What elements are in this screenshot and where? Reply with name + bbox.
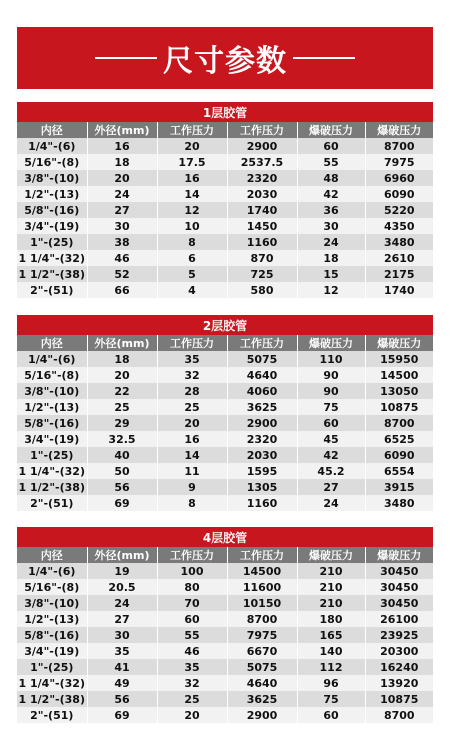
table-cell: 8 (157, 234, 227, 250)
table-cell: 70 (157, 595, 227, 611)
table-row (17, 234, 433, 250)
table-cell: 3/8"-(10) (17, 170, 87, 186)
table-cell: 36 (297, 202, 365, 218)
table-cell: 1"-(25) (17, 234, 87, 250)
table-row (17, 643, 433, 659)
table-cell: 6090 (365, 447, 433, 463)
table-cell: 80 (157, 579, 227, 595)
table-cell: 15950 (365, 351, 433, 367)
table-cell: 210 (297, 595, 365, 611)
table-row (17, 351, 433, 367)
spec-table (17, 547, 433, 723)
table-cell: 3625 (227, 691, 297, 707)
table-cell: 112 (297, 659, 365, 675)
table-cell: 20 (157, 415, 227, 431)
table-row (17, 707, 433, 723)
table-cell: 11600 (227, 579, 297, 595)
table-row (17, 627, 433, 643)
title-banner (17, 27, 433, 89)
table-cell: 3/8"-(10) (17, 595, 87, 611)
table-row (17, 186, 433, 202)
table-cell: 2320 (227, 431, 297, 447)
table-cell: 3915 (365, 479, 433, 495)
table-row (17, 266, 433, 282)
table-header-row (17, 547, 433, 563)
table-cell: 66 (87, 282, 157, 298)
table-cell: 20 (157, 138, 227, 154)
table-cell: 30450 (365, 579, 433, 595)
table-cell: 55 (157, 627, 227, 643)
table-cell: 4 (157, 282, 227, 298)
table-cell: 5/16"-(8) (17, 154, 87, 170)
table-cell: 38 (87, 234, 157, 250)
section-title: 2层胶管 (17, 315, 433, 335)
table-cell: 60 (297, 138, 365, 154)
table-cell: 14 (157, 186, 227, 202)
table-cell: 6525 (365, 431, 433, 447)
table-cell: 6090 (365, 186, 433, 202)
table-cell: 12 (297, 282, 365, 298)
table-cell: 5 (157, 266, 227, 282)
column-header: 工作压力 (227, 122, 297, 138)
table-row (17, 611, 433, 627)
table-cell: 3/4"-(19) (17, 431, 87, 447)
table-cell: 28 (157, 383, 227, 399)
table-cell: 140 (297, 643, 365, 659)
table-cell: 1/2"-(13) (17, 399, 87, 415)
spec-table (17, 335, 433, 511)
table-cell: 6670 (227, 643, 297, 659)
table-cell: 8 (157, 495, 227, 511)
column-header: 工作压力 (227, 547, 297, 563)
table-cell: 580 (227, 282, 297, 298)
table-cell: 2320 (227, 170, 297, 186)
column-header: 外径(mm) (87, 122, 157, 138)
table-row (17, 463, 433, 479)
page-title: 尺寸参数 (163, 44, 287, 79)
table-header-row (17, 122, 433, 138)
table-cell: 1"-(25) (17, 659, 87, 675)
table-cell: 40 (87, 447, 157, 463)
table-cell: 1305 (227, 479, 297, 495)
table-cell: 13050 (365, 383, 433, 399)
table-cell: 1/4"-(6) (17, 138, 87, 154)
table-cell: 2"-(51) (17, 707, 87, 723)
table-cell: 90 (297, 383, 365, 399)
table-cell: 1/2"-(13) (17, 186, 87, 202)
table-cell: 1450 (227, 218, 297, 234)
table-cell: 17.5 (157, 154, 227, 170)
column-header: 工作压力 (157, 122, 227, 138)
table-cell: 2900 (227, 707, 297, 723)
table-cell: 69 (87, 707, 157, 723)
table-cell: 14 (157, 447, 227, 463)
table-cell: 30 (87, 218, 157, 234)
table-cell: 110 (297, 351, 365, 367)
table-cell: 35 (157, 351, 227, 367)
table-cell: 96 (297, 675, 365, 691)
table-cell: 46 (157, 643, 227, 659)
table-cell: 60 (297, 415, 365, 431)
table-cell: 42 (297, 447, 365, 463)
table-cell: 32.5 (87, 431, 157, 447)
table-cell: 165 (297, 627, 365, 643)
table-cell: 14500 (365, 367, 433, 383)
table-cell: 2175 (365, 266, 433, 282)
column-header: 爆破压力 (297, 547, 365, 563)
table-cell: 2030 (227, 186, 297, 202)
table-cell: 6554 (365, 463, 433, 479)
table-cell: 30450 (365, 595, 433, 611)
column-header: 外径(mm) (87, 335, 157, 351)
table-cell: 10875 (365, 399, 433, 415)
table-cell: 14500 (227, 563, 297, 579)
table-cell: 16 (87, 138, 157, 154)
table-cell: 100 (157, 563, 227, 579)
column-header: 内径 (17, 547, 87, 563)
table-cell: 3625 (227, 399, 297, 415)
column-header: 工作压力 (227, 335, 297, 351)
table-cell: 2900 (227, 138, 297, 154)
table-cell: 5220 (365, 202, 433, 218)
table-row (17, 579, 433, 595)
table-cell: 9 (157, 479, 227, 495)
table-cell: 2900 (227, 415, 297, 431)
table-cell: 8700 (365, 415, 433, 431)
table-cell: 5075 (227, 659, 297, 675)
table-cell: 16 (157, 170, 227, 186)
section-2-layer (17, 315, 433, 511)
table-row (17, 282, 433, 298)
table-row (17, 415, 433, 431)
table-cell: 3/4"-(19) (17, 643, 87, 659)
table-cell: 210 (297, 579, 365, 595)
table-cell: 18 (87, 154, 157, 170)
table-cell: 2030 (227, 447, 297, 463)
section-1-layer (17, 102, 433, 298)
table-cell: 13920 (365, 675, 433, 691)
banner-right-line (293, 57, 355, 59)
table-cell: 3/4"-(19) (17, 218, 87, 234)
table-cell: 1/4"-(6) (17, 563, 87, 579)
column-header: 内径 (17, 335, 87, 351)
table-cell: 3/8"-(10) (17, 383, 87, 399)
table-cell: 24 (87, 595, 157, 611)
table-row (17, 138, 433, 154)
table-cell: 6960 (365, 170, 433, 186)
table-cell: 1160 (227, 234, 297, 250)
table-cell: 6 (157, 250, 227, 266)
table-cell: 2537.5 (227, 154, 297, 170)
table-cell: 3480 (365, 234, 433, 250)
table-cell: 7975 (365, 154, 433, 170)
table-cell: 45.2 (297, 463, 365, 479)
table-cell: 27 (297, 479, 365, 495)
table-row (17, 218, 433, 234)
table-cell: 1740 (365, 282, 433, 298)
section-title: 4层胶管 (17, 527, 433, 547)
table-row (17, 399, 433, 415)
table-cell: 870 (227, 250, 297, 266)
table-cell: 4350 (365, 218, 433, 234)
table-cell: 29 (87, 415, 157, 431)
table-cell: 1 1/2"-(38) (17, 479, 87, 495)
table-cell: 45 (297, 431, 365, 447)
table-cell: 42 (297, 186, 365, 202)
table-cell: 22 (87, 383, 157, 399)
table-cell: 2610 (365, 250, 433, 266)
table-row (17, 495, 433, 511)
column-header: 爆破压力 (365, 122, 433, 138)
table-row (17, 691, 433, 707)
table-cell: 725 (227, 266, 297, 282)
table-cell: 25 (157, 399, 227, 415)
table-row (17, 154, 433, 170)
table-cell: 20300 (365, 643, 433, 659)
table-cell: 1 1/4"-(32) (17, 463, 87, 479)
section-title: 1层胶管 (17, 102, 433, 122)
table-cell: 35 (157, 659, 227, 675)
table-cell: 5/16"-(8) (17, 367, 87, 383)
table-cell: 75 (297, 691, 365, 707)
table-cell: 4640 (227, 675, 297, 691)
table-cell: 2"-(51) (17, 495, 87, 511)
column-header: 工作压力 (157, 335, 227, 351)
table-cell: 1 1/2"-(38) (17, 266, 87, 282)
table-row (17, 383, 433, 399)
table-cell: 16 (157, 431, 227, 447)
table-cell: 5/8"-(16) (17, 627, 87, 643)
table-cell: 25 (87, 399, 157, 415)
table-cell: 210 (297, 563, 365, 579)
table-cell: 4060 (227, 383, 297, 399)
section-4-layer (17, 527, 433, 723)
table-cell: 5/8"-(16) (17, 415, 87, 431)
table-cell: 55 (297, 154, 365, 170)
table-row (17, 563, 433, 579)
table-row (17, 595, 433, 611)
table-row (17, 479, 433, 495)
table-cell: 20 (87, 367, 157, 383)
column-header: 爆破压力 (297, 335, 365, 351)
table-cell: 1 1/4"-(32) (17, 675, 87, 691)
table-cell: 90 (297, 367, 365, 383)
table-cell: 24 (297, 234, 365, 250)
table-cell: 30 (297, 218, 365, 234)
table-cell: 32 (157, 675, 227, 691)
table-cell: 1740 (227, 202, 297, 218)
table-cell: 1 1/2"-(38) (17, 691, 87, 707)
table-cell: 8700 (365, 138, 433, 154)
table-row (17, 170, 433, 186)
table-cell: 4640 (227, 367, 297, 383)
table-cell: 2"-(51) (17, 282, 87, 298)
table-cell: 1/2"-(13) (17, 611, 87, 627)
column-header: 外径(mm) (87, 547, 157, 563)
table-cell: 32 (157, 367, 227, 383)
table-cell: 1"-(25) (17, 447, 87, 463)
column-header: 爆破压力 (365, 335, 433, 351)
column-header: 爆破压力 (297, 122, 365, 138)
table-cell: 18 (297, 250, 365, 266)
table-cell: 1160 (227, 495, 297, 511)
table-row (17, 202, 433, 218)
banner-left-line (95, 57, 157, 59)
table-cell: 1 1/4"-(32) (17, 250, 87, 266)
spec-table (17, 122, 433, 298)
column-header: 内径 (17, 122, 87, 138)
table-cell: 1595 (227, 463, 297, 479)
table-cell: 69 (87, 495, 157, 511)
table-cell: 25 (157, 691, 227, 707)
table-cell: 11 (157, 463, 227, 479)
table-cell: 10 (157, 218, 227, 234)
table-cell: 30 (87, 627, 157, 643)
table-cell: 50 (87, 463, 157, 479)
table-cell: 30450 (365, 563, 433, 579)
table-cell: 24 (297, 495, 365, 511)
table-cell: 19 (87, 563, 157, 579)
table-cell: 1/4"-(6) (17, 351, 87, 367)
table-cell: 49 (87, 675, 157, 691)
table-cell: 12 (157, 202, 227, 218)
table-cell: 20.5 (87, 579, 157, 595)
table-cell: 27 (87, 202, 157, 218)
table-cell: 46 (87, 250, 157, 266)
table-cell: 27 (87, 611, 157, 627)
table-row (17, 675, 433, 691)
table-row (17, 431, 433, 447)
table-cell: 60 (297, 707, 365, 723)
table-row (17, 447, 433, 463)
table-cell: 48 (297, 170, 365, 186)
table-cell: 20 (87, 170, 157, 186)
table-cell: 41 (87, 659, 157, 675)
table-cell: 16240 (365, 659, 433, 675)
table-cell: 56 (87, 691, 157, 707)
table-cell: 35 (87, 643, 157, 659)
table-cell: 56 (87, 479, 157, 495)
table-cell: 10875 (365, 691, 433, 707)
table-header-row (17, 335, 433, 351)
table-cell: 8700 (227, 611, 297, 627)
table-cell: 3480 (365, 495, 433, 511)
table-row (17, 659, 433, 675)
table-cell: 24 (87, 186, 157, 202)
table-cell: 5/8"-(16) (17, 202, 87, 218)
table-row (17, 250, 433, 266)
column-header: 工作压力 (157, 547, 227, 563)
table-cell: 15 (297, 266, 365, 282)
table-cell: 7975 (227, 627, 297, 643)
table-row (17, 367, 433, 383)
table-cell: 75 (297, 399, 365, 415)
table-cell: 52 (87, 266, 157, 282)
table-cell: 20 (157, 707, 227, 723)
table-cell: 5/16"-(8) (17, 579, 87, 595)
table-cell: 26100 (365, 611, 433, 627)
table-cell: 5075 (227, 351, 297, 367)
table-cell: 60 (157, 611, 227, 627)
column-header: 爆破压力 (365, 547, 433, 563)
table-cell: 10150 (227, 595, 297, 611)
table-cell: 180 (297, 611, 365, 627)
table-cell: 8700 (365, 707, 433, 723)
table-cell: 23925 (365, 627, 433, 643)
table-cell: 18 (87, 351, 157, 367)
